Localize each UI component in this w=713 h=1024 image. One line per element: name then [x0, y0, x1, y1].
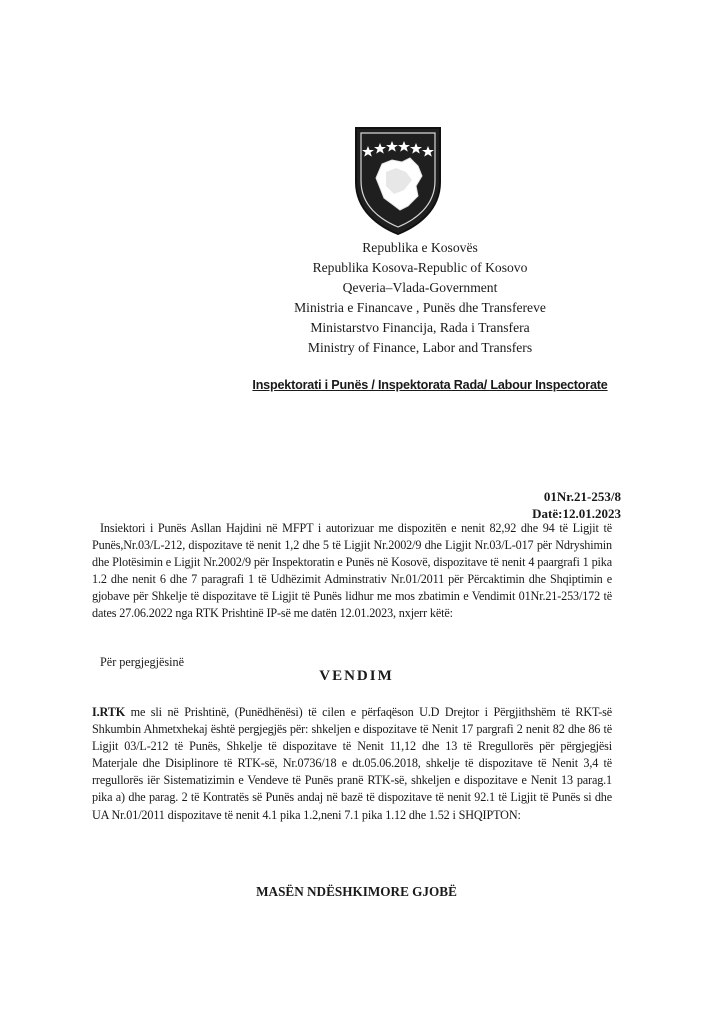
reference-date: Datë:12.01.2023	[532, 506, 621, 521]
reference-block	[532, 488, 621, 522]
decision-paragraph	[92, 704, 612, 824]
decision-text: me sli në Prishtinë, (Punëdhënësi) të cilen e përfaqëson U.D Drejtor i Përgjithshëm të RKT-së Shkumbin Ahmetxhekaj është pergjegjës për: shkeljen e dispozitave të Nenit 17 pargrafi 2 nenit 82 dhe 86 të Ligjit 03/L-212 të Punës, Shkelje të dispozitave të Nenit 11,12 dhe 13 të Rregullorës për përgjegjësi Materjale dhe Disiplinore të RTK-së, Nr.0736/18 e dt.05.06.2018, shkelje të dispozitave të Nenit 3,4 të rregullorës iër Sistematizimin e Vendeve të Punës pranë RTK-së, shkeljen e dispozitave e Nenit 13 parag.1 pika a) dhe parag. 2 të Kontratës së Punës andaj në bazë të dispozitave të nenit 92.1 të Ligjit të Punës si dhe UA Nr.01/2011 dispozitave të nenit 4.1 pika 1.2,neni 7.1 pika 1.12 dhe 1.52 i SHQIPTON:	[92, 705, 612, 822]
decision-title: VENDIM	[319, 668, 394, 684]
inspectorate-heading: Inspektorati i Punës / Inspektorata Rada/ Labour Inspectorate	[252, 378, 608, 392]
letterhead-line-republic-sq: Republika e Kosovës	[362, 240, 478, 255]
letterhead-line-republic-multi: Republika Kosova-Republic of Kosovo	[312, 260, 528, 275]
fine-heading: MASËN NDËSHKIMORE GJOBË	[256, 884, 457, 899]
letterhead-line-ministry-sr: Ministarstvo Financija, Rada i Transfera	[310, 320, 530, 335]
letterhead-line-ministry-en: Ministry of Finance, Labor and Transfers	[307, 340, 533, 355]
decision-lead: I.RTK	[92, 705, 126, 719]
kosovo-coat-of-arms-icon	[352, 124, 444, 236]
letterhead	[240, 238, 600, 358]
reference-number: 01Nr.21-253/8	[543, 489, 621, 504]
letterhead-line-government: Qeveria–Vlada-Government	[342, 280, 498, 295]
intro-paragraph: Insiektori i Punës Asllan Hajdini në MFPT i autorizuar me dispozitën e nenit 82,92 dhe 94 të Ligjit të Punës,Nr.03/L-212, dispozitave të nenit 1,2 dhe 5 të Ligjit Nr.2002/9 dhe Ligjit Nr.03/L-017 për Ndryshimin dhe Plotësimin e Ligjit Nr.2002/9 për Inspektoratin e Punës në Kosovë, dispozitave të nenit 4 paargrafi 1 pika 1.2 dhe nenit 6 dhe 7 paragrafi 1 të Udhëzimit Adminstrativ Nr.01/2011 për Përcaktimin dhe Shqiptimin e gjobave për Shkelje të dispozitave të Ligjit të Punës lidhur me mos zbatimin e Vendimit 01Nr.21-253/172 të dates 27.06.2022 nga RTK Prishtinë IP-së me datën 12.01.2023, nxjerr këtë:	[92, 521, 612, 621]
per-line: Për pergjegjësinë	[100, 655, 185, 669]
letterhead-line-ministry-sq: Ministria e Financave , Punës dhe Transfereve	[294, 300, 546, 315]
